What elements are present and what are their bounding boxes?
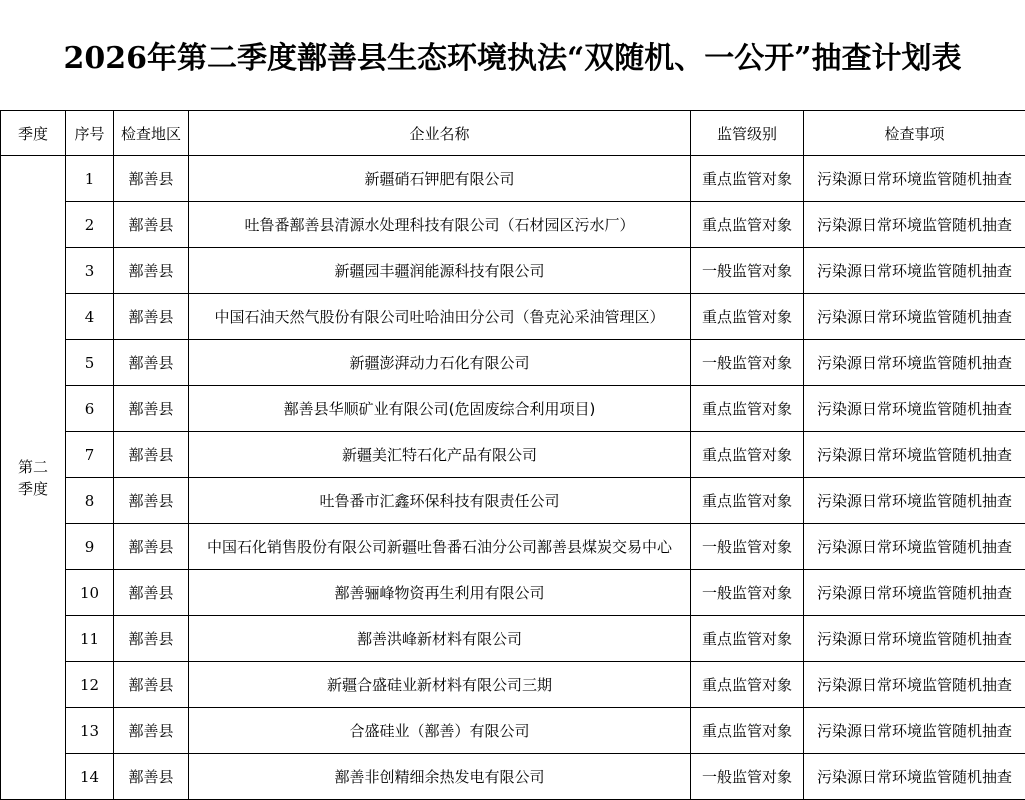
row-number-cell: 3 <box>66 248 114 294</box>
supervision-level-cell: 一般监管对象 <box>691 340 804 386</box>
row-number-cell: 6 <box>66 386 114 432</box>
row-number-cell: 11 <box>66 616 114 662</box>
table-row <box>1 524 1025 570</box>
company-name-cell: 新疆园丰疆润能源科技有限公司 <box>189 248 691 294</box>
table-row <box>1 432 1025 478</box>
company-name-cell: 鄯善县华顺矿业有限公司(危固废综合利用项目) <box>189 386 691 432</box>
supervision-level-cell: 重点监管对象 <box>691 202 804 248</box>
company-name-cell: 新疆硝石钾肥有限公司 <box>189 156 691 202</box>
supervision-level-cell: 一般监管对象 <box>691 570 804 616</box>
table-row <box>1 294 1025 340</box>
area-cell: 鄯善县 <box>114 248 189 294</box>
inspection-item-cell: 污染源日常环境监管随机抽查 <box>804 570 1025 616</box>
header-season: 季度 <box>1 111 66 156</box>
table-row <box>1 340 1025 386</box>
inspection-item-cell: 污染源日常环境监管随机抽查 <box>804 708 1025 754</box>
area-cell: 鄯善县 <box>114 340 189 386</box>
table-row <box>1 708 1025 754</box>
inspection-item-cell: 污染源日常环境监管随机抽查 <box>804 340 1025 386</box>
area-cell: 鄯善县 <box>114 202 189 248</box>
inspection-item-cell: 污染源日常环境监管随机抽查 <box>804 616 1025 662</box>
company-name-cell: 中国石油天然气股份有限公司吐哈油田分公司（鲁克沁采油管理区） <box>189 294 691 340</box>
header-level: 监管级别 <box>691 111 804 156</box>
table-row <box>1 754 1025 800</box>
area-cell: 鄯善县 <box>114 294 189 340</box>
header-company: 企业名称 <box>189 111 691 156</box>
area-cell: 鄯善县 <box>114 708 189 754</box>
company-name-cell: 吐鲁番鄯善县清源水处理科技有限公司（石材园区污水厂） <box>189 202 691 248</box>
company-name-cell: 鄯善非创精细余热发电有限公司 <box>189 754 691 800</box>
company-name-cell: 合盛硅业（鄯善）有限公司 <box>189 708 691 754</box>
area-cell: 鄯善县 <box>114 754 189 800</box>
row-number-cell: 7 <box>66 432 114 478</box>
row-number-cell: 12 <box>66 662 114 708</box>
company-name-cell: 中国石化销售股份有限公司新疆吐鲁番石油分公司鄯善县煤炭交易中心 <box>189 524 691 570</box>
row-number-cell: 9 <box>66 524 114 570</box>
company-name-cell: 新疆澎湃动力石化有限公司 <box>189 340 691 386</box>
table-row <box>1 202 1025 248</box>
area-cell: 鄯善县 <box>114 524 189 570</box>
supervision-level-cell: 一般监管对象 <box>691 524 804 570</box>
row-number-cell: 8 <box>66 478 114 524</box>
row-number-cell: 4 <box>66 294 114 340</box>
row-number-cell: 2 <box>66 202 114 248</box>
season-cell: 第二 季度 <box>1 156 66 800</box>
inspection-item-cell: 污染源日常环境监管随机抽查 <box>804 386 1025 432</box>
inspection-item-cell: 污染源日常环境监管随机抽查 <box>804 156 1025 202</box>
row-number-cell: 13 <box>66 708 114 754</box>
company-name-cell: 新疆美汇特石化产品有限公司 <box>189 432 691 478</box>
area-cell: 鄯善县 <box>114 478 189 524</box>
document-title: 2026年第二季度鄯善县生态环境执法“双随机、一公开”抽查计划表 <box>63 41 962 76</box>
header-number: 序号 <box>66 111 114 156</box>
table-row <box>1 478 1025 524</box>
header-item: 检查事项 <box>804 111 1025 156</box>
supervision-level-cell: 重点监管对象 <box>691 662 804 708</box>
area-cell: 鄯善县 <box>114 570 189 616</box>
inspection-item-cell: 污染源日常环境监管随机抽查 <box>804 754 1025 800</box>
row-number-cell: 14 <box>66 754 114 800</box>
row-number-cell: 5 <box>66 340 114 386</box>
table-row <box>1 570 1025 616</box>
company-name-cell: 吐鲁番市汇鑫环保科技有限责任公司 <box>189 478 691 524</box>
supervision-level-cell: 重点监管对象 <box>691 708 804 754</box>
row-number-cell: 1 <box>66 156 114 202</box>
inspection-item-cell: 污染源日常环境监管随机抽查 <box>804 662 1025 708</box>
inspection-item-cell: 污染源日常环境监管随机抽查 <box>804 202 1025 248</box>
supervision-level-cell: 重点监管对象 <box>691 386 804 432</box>
table-row <box>1 248 1025 294</box>
inspection-item-cell: 污染源日常环境监管随机抽查 <box>804 294 1025 340</box>
supervision-level-cell: 重点监管对象 <box>691 432 804 478</box>
supervision-level-cell: 重点监管对象 <box>691 616 804 662</box>
header-area: 检查地区 <box>114 111 189 156</box>
table-row <box>1 662 1025 708</box>
table-row <box>1 386 1025 432</box>
area-cell: 鄯善县 <box>114 616 189 662</box>
company-name-cell: 鄯善洪峰新材料有限公司 <box>189 616 691 662</box>
supervision-level-cell: 一般监管对象 <box>691 248 804 294</box>
supervision-level-cell: 一般监管对象 <box>691 754 804 800</box>
area-cell: 鄯善县 <box>114 432 189 478</box>
company-name-cell: 鄯善骊峰物资再生利用有限公司 <box>189 570 691 616</box>
area-cell: 鄯善县 <box>114 386 189 432</box>
row-number-cell: 10 <box>66 570 114 616</box>
company-name-cell: 新疆合盛硅业新材料有限公司三期 <box>189 662 691 708</box>
inspection-item-cell: 污染源日常环境监管随机抽查 <box>804 478 1025 524</box>
supervision-level-cell: 重点监管对象 <box>691 294 804 340</box>
table-row <box>1 156 1025 202</box>
inspection-item-cell: 污染源日常环境监管随机抽查 <box>804 432 1025 478</box>
inspection-item-cell: 污染源日常环境监管随机抽查 <box>804 524 1025 570</box>
supervision-level-cell: 重点监管对象 <box>691 478 804 524</box>
supervision-level-cell: 重点监管对象 <box>691 156 804 202</box>
table-row <box>1 616 1025 662</box>
area-cell: 鄯善县 <box>114 156 189 202</box>
header-row <box>1 111 1025 156</box>
inspection-item-cell: 污染源日常环境监管随机抽查 <box>804 248 1025 294</box>
inspection-plan-table <box>0 110 1025 800</box>
area-cell: 鄯善县 <box>114 662 189 708</box>
